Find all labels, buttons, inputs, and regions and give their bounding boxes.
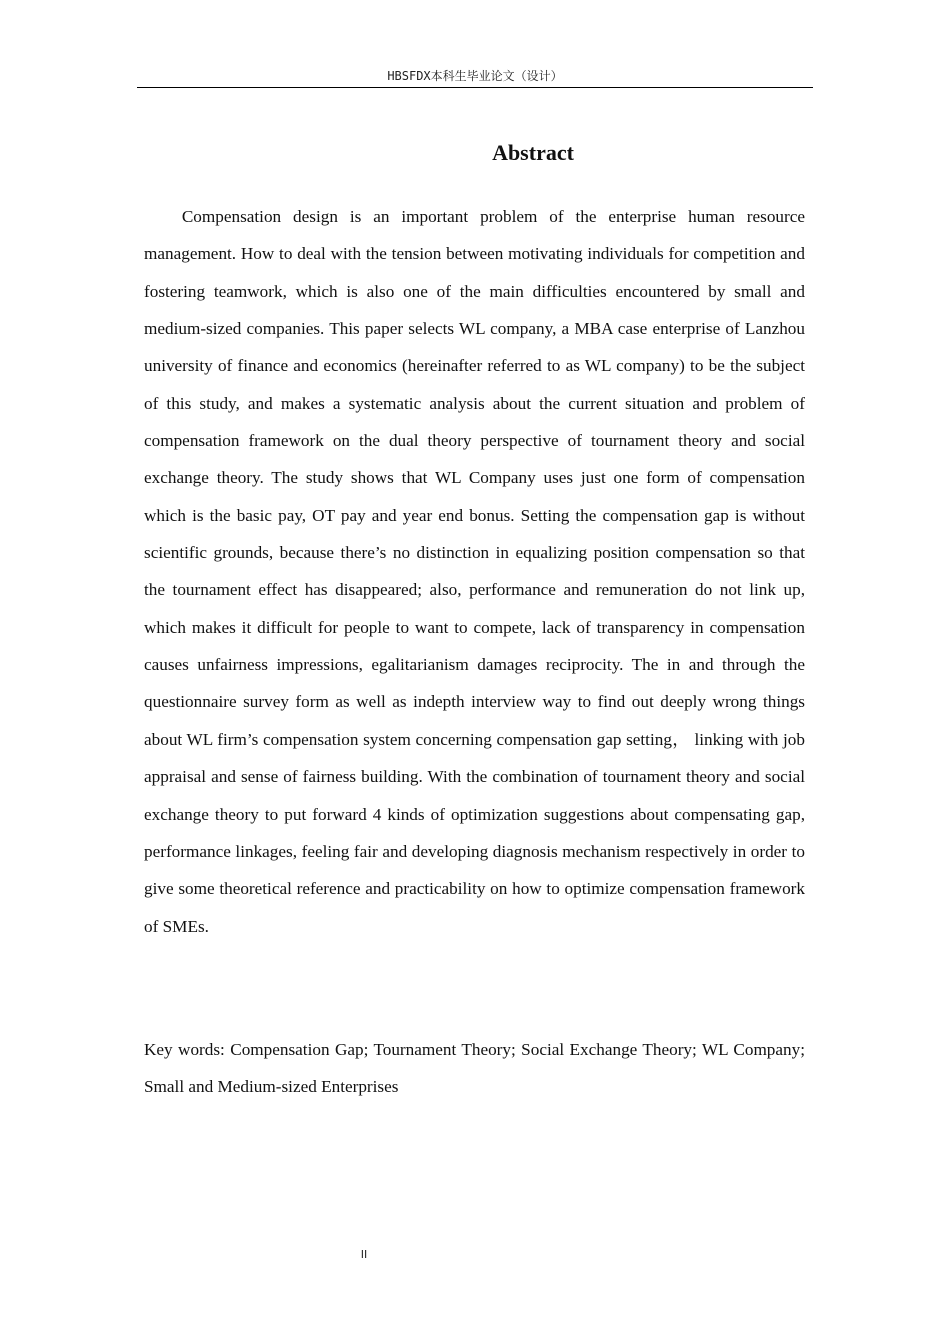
header-text: HBSFDX本科生毕业论文（设计） (387, 69, 563, 83)
abstract-title: Abstract (492, 140, 574, 165)
keywords: Key words: Compensation Gap; Tournament Theory; Social Exchange Theory; WL Company; Small and Medium-sized Enterprises (144, 1040, 805, 1097)
abstract-body: Compensation design is an important problem of the enterprise human resource management. How to deal with the tension between motivating individuals for competition and fostering teamwork, which is also one of the main difficulties encountered by small and medium-sized companies. This paper selects WL company, a MBA case enterprise of Lanzhou university of finance and economics (hereinafter referred to as WL company) to be the subject of this study, and makes a systematic analysis about the current situation and problem of compensation framework on the dual theory perspective of tournament theory and social exchange theory. The study shows that WL Company uses just one form of compensation which is the basic pay, OT pay and year end bonus. Setting the compensation gap is without scientific grounds, because there’s no distinction in equalizing position compensation so that the tournament effect has disappeared; also, performance and remuneration do not link up, which makes it difficult for people to want to compete, lack of transparency in compensation causes unfairness impressions, egalitarianism damages reciprocity. The in and through the questionnaire survey form as well as indepth interview way to find out deeply wrong things about WL firm’s compensation system concerning compensation gap setting， linking with job appraisal and sense of fairness building. With the combination of tournament theory and social exchange theory to put forward 4 kinds of optimization suggestions about compensating gap, performance linkages, feeling fair and developing diagnosis mechanism respectively in order to give some theoretical reference and practicability on how to optimize compensation framework of SMEs. (144, 207, 805, 936)
page-number: II (360, 1248, 368, 1261)
page-header (137, 66, 813, 88)
